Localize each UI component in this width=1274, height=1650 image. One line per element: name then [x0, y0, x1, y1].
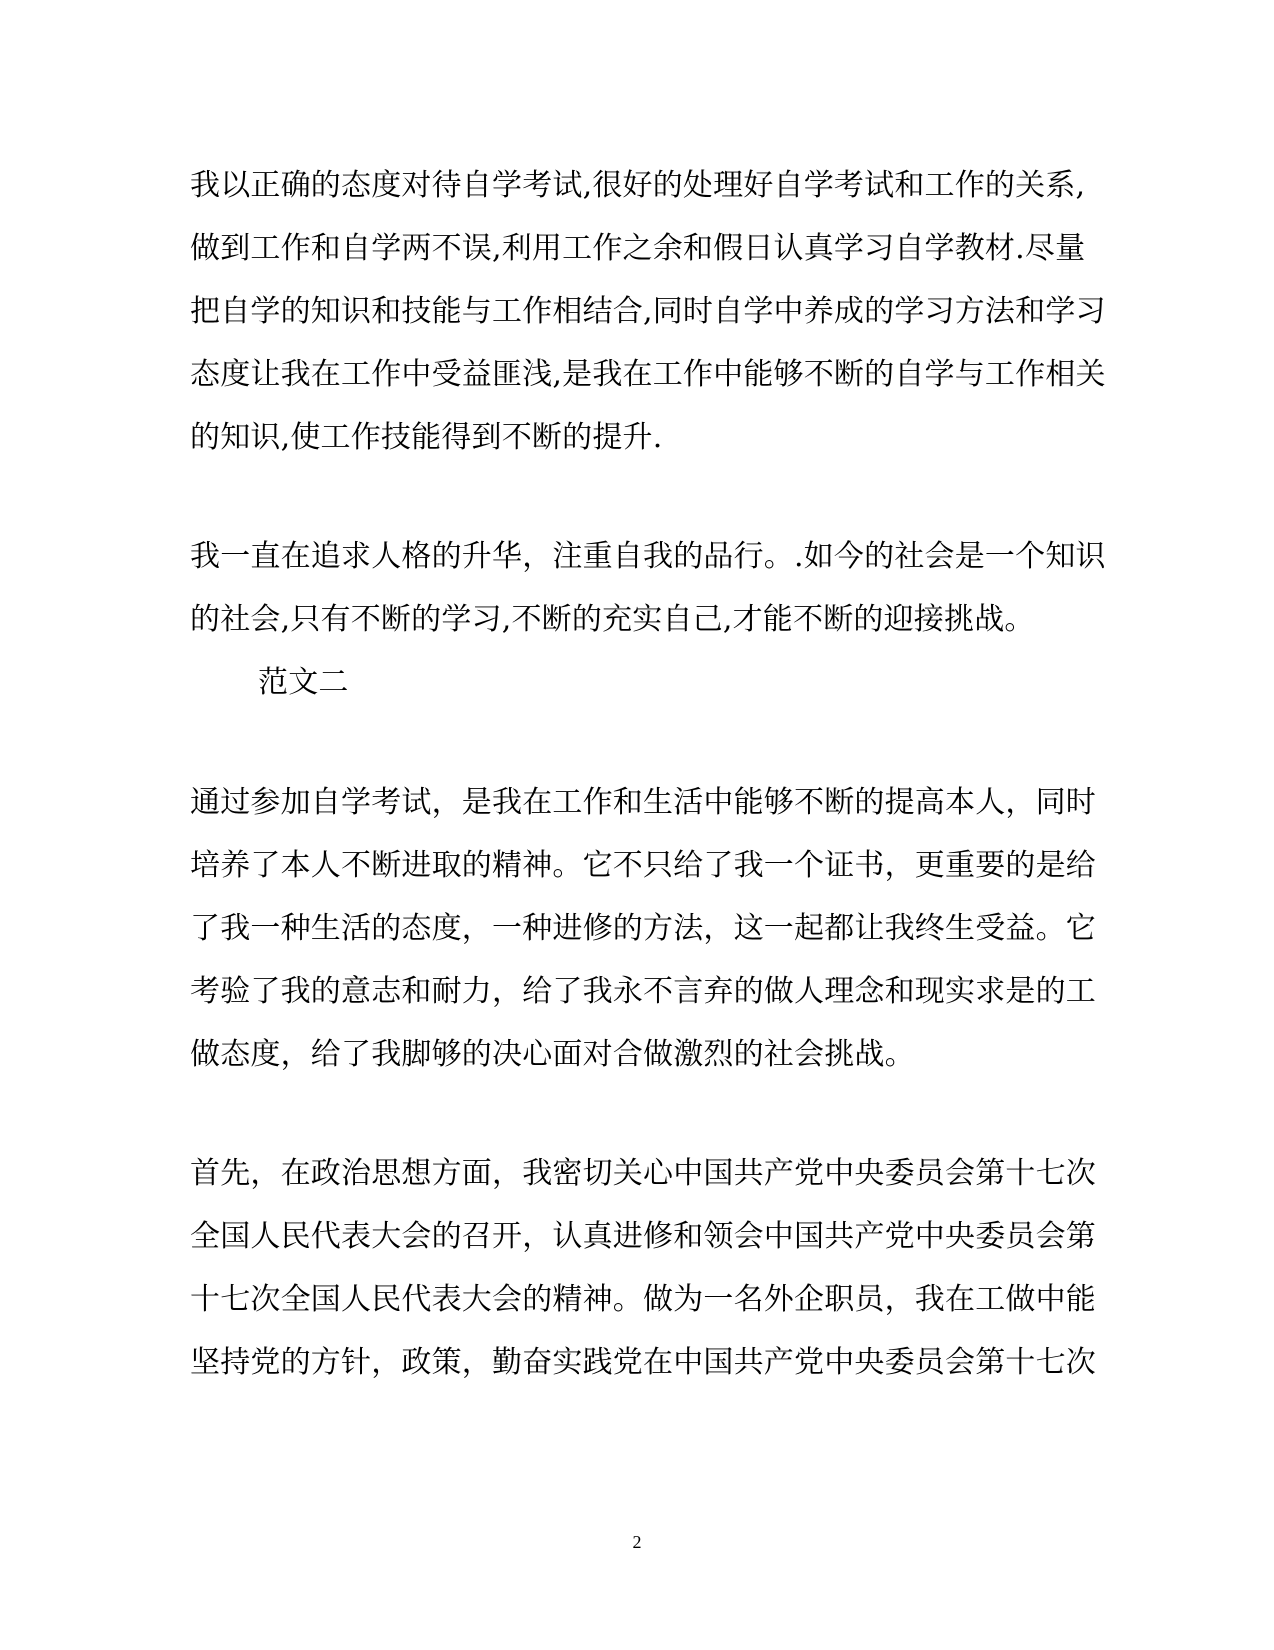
- paragraph-4-line-4: 坚持党的方针，政策，勤奋实践党在中国共产党中央委员会第十七次: [190, 1345, 1096, 1380]
- paragraph-2-line-1: 我一直在追求人格的升华，注重自我的品行。.如今的社会是一个知识: [190, 539, 1106, 574]
- paragraph-4-line-3: 十七次全国人民代表大会的精神。做为一名外企职员，我在工做中能: [190, 1282, 1096, 1317]
- paragraph-1-line-5: 的知识,使工作技能得到不断的提升.: [190, 420, 663, 455]
- paragraph-3-line-4: 考验了我的意志和耐力，给了我永不言弃的做人理念和现实求是的工: [190, 974, 1096, 1009]
- paragraph-4-line-1: 首先，在政治思想方面，我密切关心中国共产党中央委员会第十七次: [190, 1156, 1096, 1191]
- paragraph-1-line-4: 态度让我在工作中受益匪浅,是我在工作中能够不断的自学与工作相关: [190, 357, 1106, 392]
- paragraph-3-line-3: 了我一种生活的态度，一种进修的方法，这一起都让我终生受益。它: [190, 911, 1096, 946]
- paragraph-1-line-1: 我以正确的态度对待自学考试,很好的处理好自学考试和工作的关系,: [190, 168, 1086, 203]
- paragraph-1-line-3: 把自学的知识和技能与工作相结合,同时自学中养成的学习方法和学习: [190, 294, 1106, 329]
- paragraph-3-line-5: 做态度，给了我脚够的决心面对合做激烈的社会挑战。: [190, 1037, 915, 1072]
- paragraph-1-line-2: 做到工作和自学两不误,利用工作之余和假日认真学习自学教材.尽量: [190, 231, 1086, 266]
- paragraph-2-line-2: 的社会,只有不断的学习,不断的充实自己,才能不断的迎接挑战。: [190, 602, 1035, 637]
- paragraph-4-line-2: 全国人民代表大会的召开，认真进修和领会中国共产党中央委员会第: [190, 1219, 1096, 1254]
- paragraph-3-line-2: 培养了本人不断进取的精神。它不只给了我一个证书，更重要的是给: [190, 848, 1096, 883]
- paragraph-3-line-1: 通过参加自学考试，是我在工作和生活中能够不断的提高本人，同时: [190, 785, 1096, 820]
- section-heading: 范文二: [258, 665, 349, 700]
- page-number: 2: [632, 1532, 642, 1552]
